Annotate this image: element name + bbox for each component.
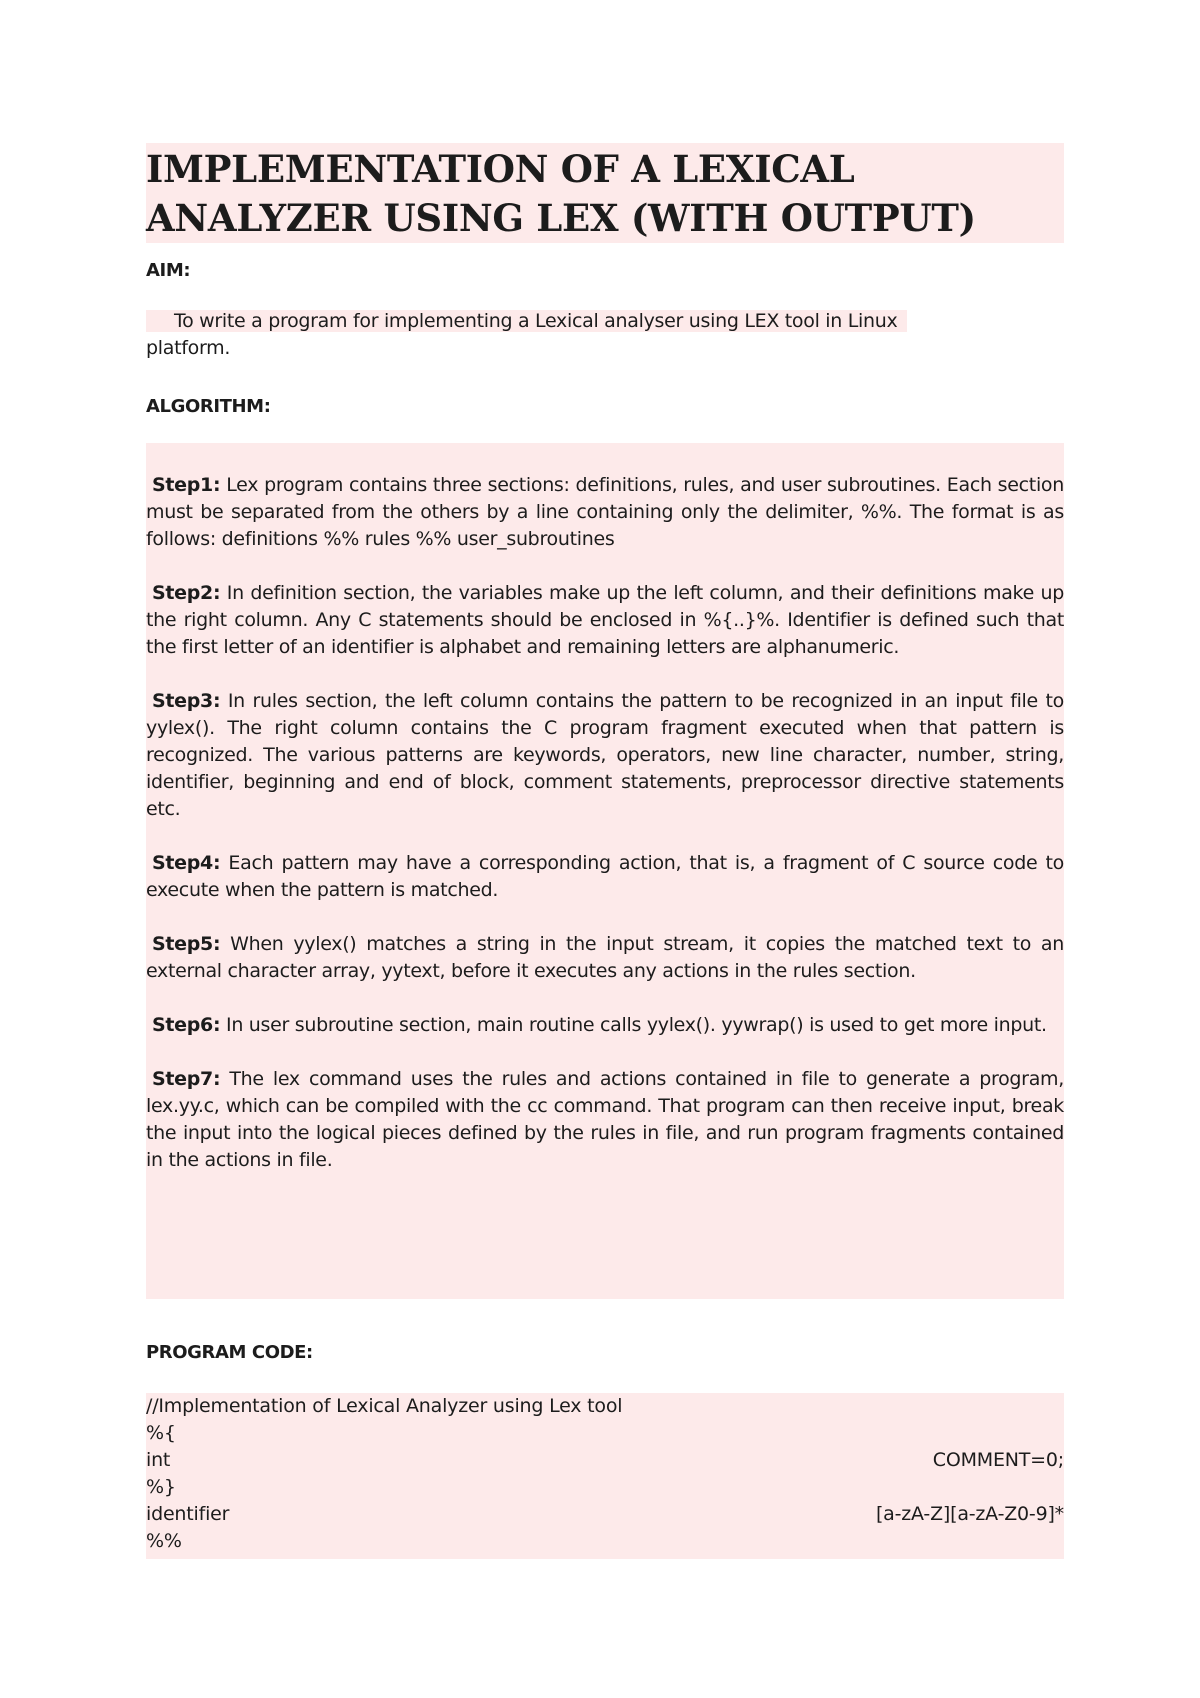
title-line-1: IMPLEMENTATION OF A LEXICAL xyxy=(146,147,855,191)
aim-line-2: platform. xyxy=(146,337,231,359)
program-code-block xyxy=(146,1393,1064,1559)
code-right: COMMENT=0; xyxy=(932,1449,1064,1471)
code-right: [a-zA-Z][a-zA-Z0-9]* xyxy=(875,1503,1064,1525)
code-left: %} xyxy=(146,1476,176,1498)
code-line xyxy=(146,1528,1064,1555)
code-line xyxy=(146,1447,1064,1474)
step-text: Each pattern may have a corresponding action, that is, a fragment of C source code to execute when the pattern is matched. xyxy=(146,852,1064,901)
algorithm-steps xyxy=(146,472,1064,1201)
step-text: The lex command uses the rules and actions contained in file to generate a program, lex.yy.c, which can be compiled with the cc command. That program can then receive input, break the input into the logical pieces defined by the rules in file, and run program fragments contained in the actions in file. xyxy=(146,1068,1064,1171)
step-2 xyxy=(146,580,1064,661)
code-left: %% xyxy=(146,1530,182,1552)
step-text: Lex program contains three sections: definitions, rules, and user subroutines. Each section must be separated from the others by a line containing only the delimiter, %%. The format is as follows: definitions %% rules %% user_subroutines xyxy=(146,474,1064,550)
step-label: Step6: xyxy=(152,1014,221,1036)
code-left: identifier xyxy=(146,1503,230,1525)
step-5 xyxy=(146,931,1064,985)
step-text: In rules section, the left column contains the pattern to be recognized in an input file to yylex(). The right column contains the C program fragment executed when that pattern is recognized. The various patterns are keywords, operators, new line character, number, string, identifier, beginning and end of block, comment statements, preprocessor directive statements etc. xyxy=(146,690,1064,820)
step-label: Step3: xyxy=(152,690,221,712)
code-line xyxy=(146,1501,1064,1528)
code-line xyxy=(146,1474,1064,1501)
aim-heading: AIM: xyxy=(146,260,191,281)
code-line xyxy=(146,1420,1064,1447)
step-text: In user subroutine section, main routine calls yylex(). yywrap() is used to get more input. xyxy=(220,1014,1047,1036)
step-label: Step1: xyxy=(152,474,221,496)
step-text: When yylex() matches a string in the input stream, it copies the matched text to an external character array, yytext, before it executes any actions in the rules section. xyxy=(146,933,1064,982)
step-text: In definition section, the variables make up the left column, and their definitions make up the right column. Any C statements should be enclosed in %{..}%. Identifier is defined such that the first letter of an identifier is alphabet and remaining letters are alphanumeric. xyxy=(146,582,1064,658)
aim-line-1: To write a program for implementing a Lexical analyser using LEX tool in Linux xyxy=(146,310,907,332)
step-label: Step2: xyxy=(152,582,221,604)
program-code-heading: PROGRAM CODE: xyxy=(146,1342,313,1363)
step-6 xyxy=(146,1012,1064,1039)
step-label: Step7: xyxy=(152,1068,221,1090)
title-block xyxy=(146,143,1064,243)
code-left: //Implementation of Lexical Analyzer using Lex tool xyxy=(146,1395,623,1417)
step-4 xyxy=(146,850,1064,904)
code-left: %{ xyxy=(146,1422,176,1444)
step-1 xyxy=(146,472,1064,553)
code-left: int xyxy=(146,1449,171,1471)
step-3 xyxy=(146,688,1064,823)
step-label: Step5: xyxy=(152,933,221,955)
document-title xyxy=(146,143,1064,243)
step-label: Step4: xyxy=(152,852,221,874)
step-7 xyxy=(146,1066,1064,1174)
aim-paragraph xyxy=(146,308,1086,362)
code-line xyxy=(146,1393,1064,1420)
algorithm-heading: ALGORITHM: xyxy=(146,396,271,417)
title-line-2: ANALYZER USING LEX (WITH OUTPUT) xyxy=(146,196,976,240)
